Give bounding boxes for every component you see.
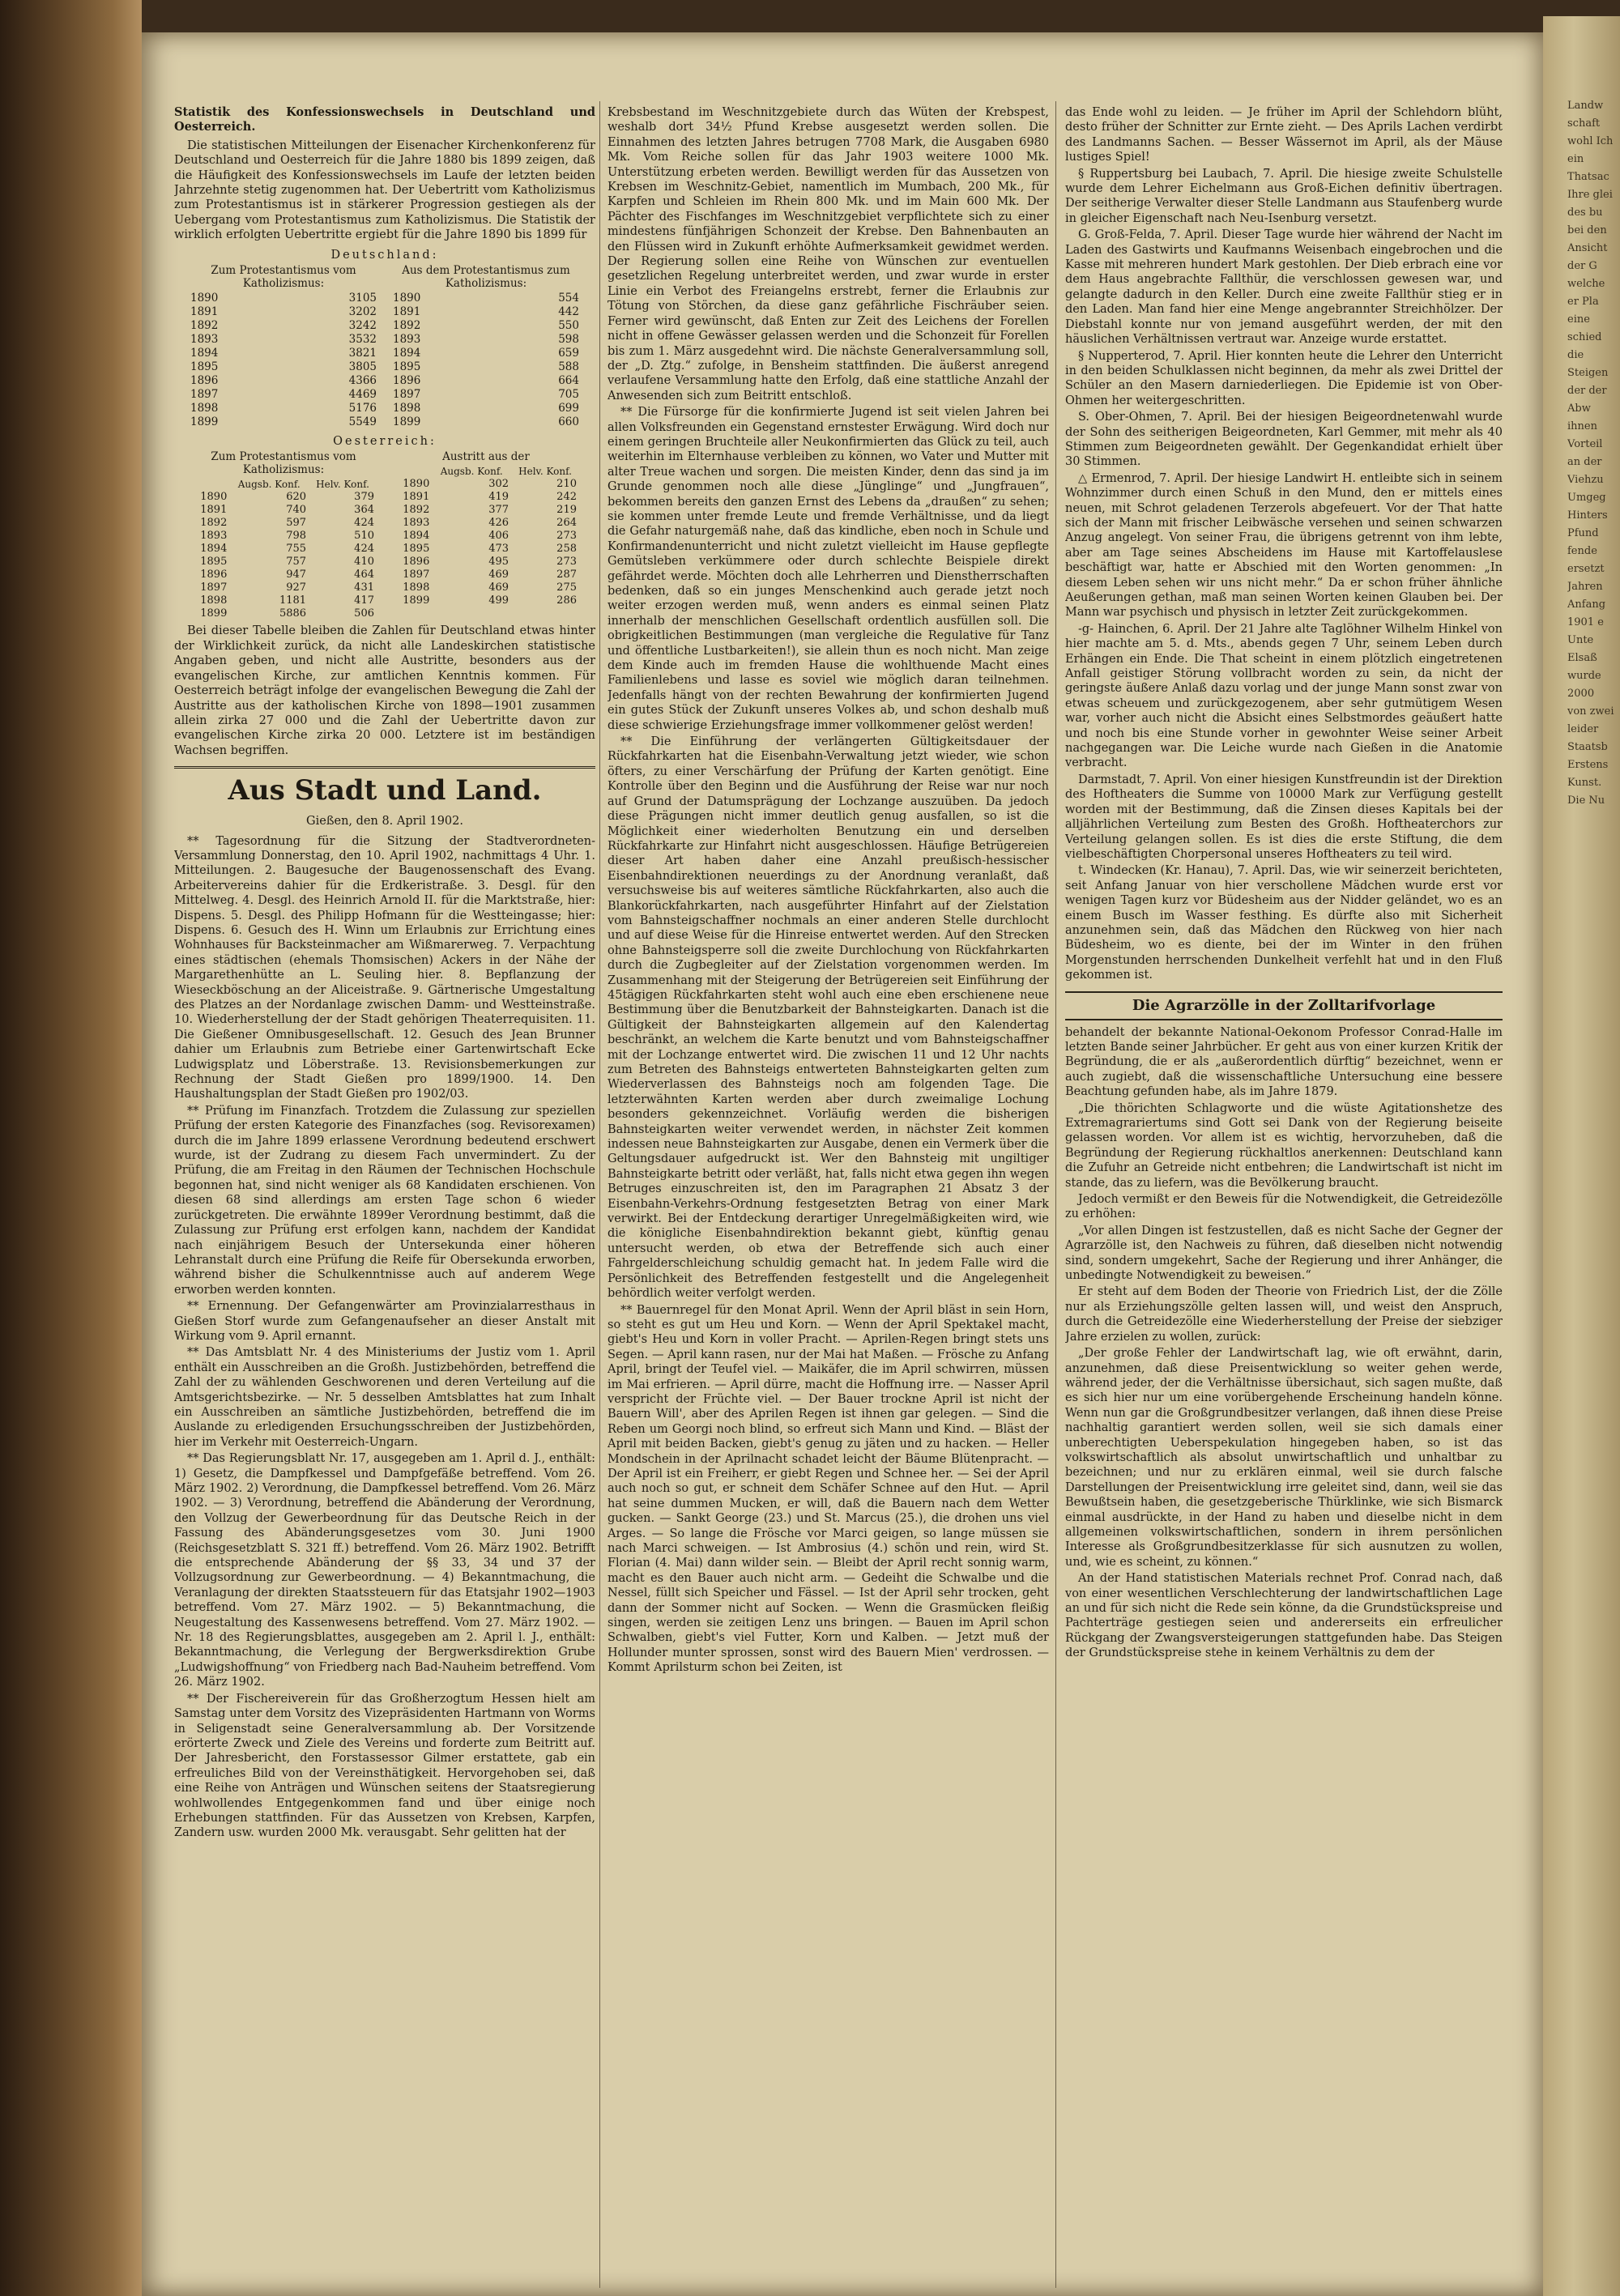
stats-row	[190, 594, 377, 607]
stats-value: 740	[286, 504, 307, 517]
stats-value: 3105	[348, 292, 377, 305]
stats-value: 286	[556, 594, 577, 607]
stats-year: 1899	[403, 594, 430, 607]
stats-value: 3242	[348, 319, 377, 333]
stats-row	[393, 347, 579, 360]
stats-value: 258	[556, 543, 577, 556]
column-1	[174, 105, 595, 2284]
stats-value: 659	[558, 347, 579, 360]
stats-value: 242	[556, 491, 577, 504]
stats-col-head: Helv. Konf.	[316, 479, 369, 491]
stats-table	[393, 465, 579, 607]
stats-row	[393, 504, 579, 517]
stats-year: 1897	[200, 581, 228, 594]
stats-year: 1891	[403, 491, 430, 504]
article-paragraph: § Ruppertsburg bei Laubach, 7. April. Die hiesige zweite Schulstelle wurde dem Lehrer Eichelmann aus Groß-Eichen definitiv übertragen. Der seitherige Verwalter dieser Stelle Landmann aus Staufenberg wurde in gleicher Eigenschaft nach Neu-Isenburg versetzt.	[1065, 167, 1503, 225]
article-paragraph: „Der große Fehler der Landwirtschaft lag, wie oft erwähnt, darin, anzunehmen, daß diese Preisentwicklung so weiter gehen werde, während jeder, der die Verhältnisse übersichaut, sich sagen mußte, daß es sich hier nur um eine vorübergehende Erscheinung handeln könne. Wenn nun gar die Großgrundbesitzer verlangen, daß ihnen diese Preise nachhaltig garantiert werden sollen, weil sie sich damals einer unberechtigten Ueberspekulation hingegeben haben, so ist das volkswirtschaftlich als absolut unwirtschaftlich und unhaltbar zu bezeichnen; und nur zu erklären einmal, weil sie durch falsche Darstellungen der Preisentwicklung irre geleitet sind, dann, weil sie das Bewußtsein haben, die gesetzgeberische Thürklinke, wie sich Bismarck einmal ausdrückte, in der Hand zu haben und dieselbe nicht in dem allgemeinen volkswirtschaftlichen, sondern in ihrem persönlichen Interesse als Großgrundbesitzerklasse für sich ausnutzen zu wollen, und, wie es scheint, zu können.“	[1065, 1347, 1503, 1569]
stats-year: 1892	[200, 517, 228, 530]
article-paragraph: ** Bauernregel für den Monat April. Wenn der April bläst in sein Horn, so steht es gut um Heu und Korn. — Wenn der April Spektakel macht, giebt's Heu und Korn in voller Pracht. — Aprilen-Regen bringt stets uns Segen. — April kann rasen, nur der Mai hat Maßen. — Frösche zu Anfang April, bringt der Teufel viel. — Maikäfer, die im April schwirren, müssen im Mai erfrieren. — April dürre, macht die Hoffnung irre. — Nasser April verspricht der Früchte viel. — Der Bauer trockne April ist nicht der Bauern Will', aber des Aprilen Regen ist ihnen gar gelegen. — Sind die Reben um Georgi noch blind, so erfreut sich Mann und Kind. — Bläst der April mit beiden Backen, giebt's genug zu jäten und zu hacken. — Heller Mondschein in der Aprilnacht schadet leicht der Bäume Blütenpracht. — Der April ist ein Freiherr, er giebt Regen und Schnee her. — Sei der April auch noch so gut, er schneit dem Schäfer Schnee auf den Hut. — April hat seine dummen Mucken, er will, daß die Bauern nach dem Wetter gucken. — Sankt George (23.) und St. Marcus (25.), die drohen uns viel Arges. — So lange die Frösche vor Marci geigen, so lange müssen sie nach Marci schweigen. — Ist Ambrosius (4.) schön und rein, wird St. Florian (4. Mai) dann wilder sein. — Bleibt der April recht sonnig warm, macht es den Bauer auch nicht arm. — Gedeiht die Schwalbe und die Nessel, füllt sich Speicher und Fässel. — Ist der April sehr trocken, geht dann der Sommer nicht auf Socken. — Wenn die Grasmücken fleißig singen, werden sie zeitigen Lenz uns bringen. — Bauen im April schon Schwalben, giebt's viel Futter, Korn und Kalben. — Jetzt muß der Hollunder munter sprossen, sonst wird des Bauern Mien' verdrossen. — Kommt Aprilsturm schon bei Zeiten, ist	[608, 1303, 1049, 1675]
stats-row	[190, 517, 377, 530]
stats-year: 1892	[393, 319, 421, 333]
stats-value: 947	[286, 569, 307, 581]
stats-row	[190, 305, 377, 319]
article-paragraph: Bei dieser Tabelle bleiben die Zahlen für Deutschland etwas hinter der Wirklichkeit zurück, da nicht alle Landeskirchen statistische Angaben geben, und nicht alle Austritte, besonders aus der evangelischen Kirche, zur amtlichen Kenntnis kommen. Für Oesterreich beträgt infolge der evangelischen Bewegung die Zahl der Austritte aus der katholischen Kirche von 1898—1901 zusammen allein zirka 27 000 und die Zahl der Uebertritte davon zur evangelischen Kirche zirka 20 000. Letztere ist im beständigen Wachsen begriffen.	[174, 624, 595, 757]
stats-list	[393, 292, 579, 429]
stats-row	[393, 530, 579, 543]
stats-value: 5886	[279, 607, 307, 620]
article-heading: Statistik des Konfessionswechsels in Deutschland und Oesterreich.	[174, 105, 595, 134]
stats-value: 210	[556, 478, 577, 491]
stats-year: 1895	[190, 360, 219, 374]
article-paragraph: Krebsbestand im Weschnitzgebiete durch das Wüten der Krebspest, weshalb dort 34½ Pfund Krebse ausgesetzt werden sollen. Die Einnahmen des letzten Jahres betrugen 7708 Mark, die Ausgaben 6980 Mk. Vom Reiche sollen für das Jahr 1903 weitere 1000 Mk. Unterstützung erbeten werden. Bewilligt werden für das Aussetzen von Krebsen im Weschnitz-Gebiet, namentlich im Mumbach, 200 Mk., für Karpfen und Schleien im Rhein 800 Mk. und im Main 600 Mk. Der Pächter des Fischfanges im Weschnitzgebiet verpflichtete sich zu einer mindestens fünfjährigen Schonzeit der Krebse. Den Bahnenbauten an den Flüssen wird in Zukunft erhöhte Aufmerksamkeit gewidmet werden. Der Regierung sollen eine Reihe von Wünschen zur eventuellen gesetzlichen Regelung unterbreitet werden, und zwar wurde in erster Linie ein Verbot des Freiangelns erstrebt, ferner die Erlaubnis zur Tötung von Störchen, da diese ganz gefährliche Fischräuber seien. Ferner wird gewünscht, daß Enten zur Zeit des Leichens der Forellen nicht in offene Gewässer gelassen werden und die Schonzeit für Forellen bis zum 1. März ausgedehnt wird. Die nächste Generalversammlung soll, der „D. Ztg.“ zufolge, in Bensheim stattfinden. Die äußerst anregend verlaufene Versammlung hatte den Erfolg, daß eine stattliche Anzahl der Anwesenden sich zum Beitritt entschloß.	[608, 106, 1049, 403]
stats-year: 1895	[200, 556, 228, 569]
stats-row	[393, 292, 579, 305]
stats-value: 364	[354, 504, 374, 517]
austria-to-protestant	[190, 450, 377, 620]
stats-row	[393, 374, 579, 388]
stats-value: 4366	[348, 374, 377, 388]
stats-value: 379	[354, 491, 374, 504]
stats-row	[190, 415, 377, 429]
article-paragraph: Jedoch vermißt er den Beweis für die Notwendigkeit, die Getreidezölle zu erhöhen:	[1065, 1193, 1503, 1221]
article-paragraph: -g- Hainchen, 6. April. Der 21 Jahre alte Taglöhner Wilhelm Hinkel von hier machte am 5. d. Mts., abends gegen 7 Uhr, seinem Leben durch Erhängen ein Ende. Die That scheint in einem plötzlich eingetretenen Anfall geistiger Störung vollbracht worden zu sein, da nicht der geringste äußere Anlaß dazu vorlag und der junge Mann sonst zwar von etwas scheuem und zurückgezogenem, aber sehr gutmütigem Wesen war, vorher auch nicht die Absicht eines Selbstmordes geäußert hatte und noch bis eine Stunde vorher in gewohnter Weise seiner Arbeit nachgegangen war. Die Leiche wurde nach Gießen in die Anatomie verbracht.	[1065, 622, 1503, 770]
stats-year: 1897	[393, 388, 421, 402]
stats-row	[393, 388, 579, 402]
stats-value: 5549	[348, 415, 377, 429]
article-paragraph: „Die thörichten Schlagworte und die wüste Agitationshetze des Extremagrariertums sind Gott sei Dank von der Regierung beiseite gelassen worden. Vor allem ist es wichtig, hervorzuheben, daß die Begründung der Regierung rückhaltlos anerkennen: Deutschland kann die Zufuhr an Getreide nicht entbehren; die Landwirtschaft ist nicht im stande, das zu liefern, was die Bevölkerung braucht.	[1065, 1101, 1503, 1190]
germany-to-catholic	[393, 264, 579, 429]
stats-row	[393, 569, 579, 581]
stats-value: 417	[354, 594, 374, 607]
article-paragraph: Die statistischen Mitteilungen der Eisenacher Kirchenkonferenz für Deutschland und Oesterreich für die Jahre 1880 bis 1899 zeigen, daß die Häufigkeit des Konfessionswechsels im Laufe der letzten beiden Jahrzehnte stetig zugenommen hat. Der Uebertritt vom Katholizismus zum Protestantismus ist in stärkerer Progression gestiegen als der Uebergang vom Protestantismus zum Katholizismus. Die Statistik der wirklich erfolgten Uebertritte ergiebt für die Jahre 1890 bis 1899 für	[174, 138, 595, 242]
stats-value: 419	[488, 491, 509, 504]
stats-year: 1896	[393, 374, 421, 388]
article-paragraph: S. Ober-Ohmen, 7. April. Bei der hiesigen Beigeordnetenwahl wurde der Sohn des seitherigen Beigeordneten, Karl Gemmer, mit mehr als 40 Stimmen zum Beigeordneten gewählt. Der Gegenkandidat erhielt über 30 Stimmen.	[1065, 411, 1503, 469]
stats-row	[393, 594, 579, 607]
article-paragraph: das Ende wohl zu leiden. — Je früher im April der Schlehdorn blüht, desto früher der Schnitter zur Ernte zieht. — Des Aprils Lachen verdirbt des Landmanns Sachen. — Besser Wässernot im April, als der Mäuse lustiges Spiel!	[1065, 106, 1503, 164]
stats-year: 1898	[403, 581, 430, 594]
stats-value: 273	[556, 556, 577, 569]
stats-year: 1890	[393, 292, 421, 305]
article-paragraph: ** Prüfung im Finanzfach. Trotzdem die Zulassung zur speziellen Prüfung der ersten Kategorie des Finanzfaches (sog. Revisorexamen) durch die im Jahre 1899 erlassene Verordnung bedeutend erschwert wurde, ist der Zudrang zu diesem Fach unvermindert. Zu der Prüfung, die am Freitag in den Räumen der Technischen Hochschule begonnen hat, sind nicht weniger als 68 Kandidaten erschienen. Von diesen 68 sind allerdings am ersten Tage schon 6 wieder zurückgetreten. Die erwähnte 1899er Verordnung bestimmt, daß die Zulassung zur Prüfung erst erfolgen kann, nachdem der Kandidat nach einjährigem Besuch der Untersekunda einer höheren Lehranstalt durch eine Prüfung die Reife für Obersekunda erworben, während bisher die Schulkenntnisse auch auf anderem Wege erworben werden konnten.	[174, 1104, 595, 1297]
column-rule	[1055, 101, 1056, 2288]
article-paragraph: Darmstadt, 7. April. Von einer hiesigen Kunstfreundin ist der Direktion des Hoftheaters die Summe von 10000 Mark zur Verfügung gestellt worden mit der Bestimmung, daß die Zinsen dieses Kapitals bei der alljährlichen Verteilung zum Besten des Großh. Hoftheaterchors zur Verteilung gelangen sollen. Es ist dies die erste Stiftung, die dem vielbeschäftigten Chorpersonal unseres Hoftheaters zu teil wird.	[1065, 773, 1503, 861]
stats-year: 1896	[403, 556, 430, 569]
stats-value: 273	[556, 530, 577, 543]
stats-year: 1898	[190, 402, 219, 415]
stats-row	[190, 491, 377, 504]
stats-year: 1896	[190, 374, 219, 388]
stats-subheading: Zum Protestantismus vom Katholizismus:	[211, 450, 356, 477]
stats-subheading: Aus dem Protestantismus zum Katholizismus:	[402, 264, 570, 291]
stats-value: 499	[488, 594, 509, 607]
stats-value: 620	[286, 491, 307, 504]
adjacent-page-text: Landw schaft wohl Ich ein Thatsac Ihre glei des bu bei den Ansicht der G welche er Pla eine schied die Steigen der der Abw ihnen Vorteil an der Viehzu Umgeg Hinters Pfund fende ersetzt Jahren Anfang 1901 e Unte Elsaß wurde 2000 von zwei leider Staatsb Erstens Kunst. Die Nu	[1567, 100, 1614, 807]
article-paragraph: ** Tagesordnung für die Sitzung der Stadtverordneten-Versammlung Donnerstag, den 10. April 1902, nachmittags 4 Uhr. 1. Mitteilungen. 2. Baugesuche der Baugenossenschaft des Evang. Arbeitervereins dahier für die Erdkeristraße. 3. Desgl. für den Mittelweg. 4. Desgl. des Heinrich Arnold II. für die Marktstraße, hier: Dispens. 5. Desgl. des Philipp Hofmann für die Westteingasse; hier: Dispens. 6. Gesuch des H. Winn um Erlaubnis zur Errichtung eines Wohnhauses für Backsteinmacher am Wißmarerweg. 7. Verpachtung eines städtischen (ehemals Thomsischen) Ackers in der Nähe der Margarethenhütte an L. Seuling hier. 8. Bepflanzung der Wieseckböschung an der Aliceistraße. 9. Gärtnerische Umgestaltung des Platzes an der Nordanlage zwischen Damm- und Westteinstraße. 10. Wiederherstellung der der Stadt gehörigen Theaterrequisiten. 11. Die Gießener Omnibusgesellschaft. 12. Gesuch des Jean Brunner dahier um Erlaubnis zum Betriebe einer Gartenwirtschaft Ecke Ludwigsplatz und Löberstraße. 13. Revisionsbemerkungen zur Rechnung der Stadt Gießen pro 1899/1900. 14. Den Haushaltungsplan der Stadt Gießen pro 1902/03.	[174, 834, 595, 1101]
stats-year: 1898	[200, 594, 228, 607]
stats-value: 757	[286, 556, 307, 569]
stats-value: 442	[558, 305, 579, 319]
stats-table	[190, 478, 377, 620]
stats-value: 3821	[348, 347, 377, 360]
stats-value: 3532	[348, 333, 377, 347]
stats-region-title: Oesterreich:	[333, 435, 437, 449]
stats-row	[190, 530, 377, 543]
stats-row	[393, 360, 579, 374]
article-paragraph: ** Die Einführung der verlängerten Gültigkeitsdauer der Rückfahrkarten hat die Eisenbahn-Verwaltung jetzt wieder, wie schon öfters, zu einer Verschärfung der Prüfung der Karten genötigt. Eine Kontrolle über den Beginn und die Ausführung der Reise war nur noch auf Grund der Datumsprägung der Lochzange auszuüben. Da jedoch diese Prägungen nicht immer deutlich genug ausfallen, so ist die Möglichkeit einer wiederholten Benutzung ein und derselben Rückfahrkarte zur Hinfahrt nicht ausgeschlossen. Häufige Betrügereien dieser Art haben daher eine Anzahl preußisch-hessischer Eisenbahndirektionen neuerdings zu der Anordnung veranlaßt, daß versuchsweise bis auf weiteres sämtliche Rückfahrkarten, also auch die Blankorückfahrkarten, nach ausgeführter Hinfahrt auf der Zielstation vom Bahnsteigschaffner nochmals an einer anderen Stelle durchlocht und auf diese Weise für die Hinreise entwertet werden. Auf den Strecken ohne Bahnsteigsperre soll die zweite Durchlochung von Rückfahrkarten durch die Zugbegleiter auf der Zielstation vorgenommen werden. Im Zusammenhang mit der Steigerung der Betrügereien seit Einführung der 45tägigen Rückfahrkarten steht wohl auch eine eben erschienene neue Bestimmung über die Benutzbarkeit der Bahnsteigkarten. Danach ist die Gültigkeit der Bahnsteigkarten allgemein auf den Kalendertag beschränkt, an welchem die Karte benutzt und vom Bahnsteigschaffner mit der Lochzange entwertet wird. Die zwischen 11 und 12 Uhr nachts zum Betreten des Bahnsteigs entwerteten Bahnsteigkarten gelten zum Wiederverlassen des Bahnsteigs noch am folgenden Tage. Die letzterwähnten Karten werden aber durch zweimalige Lochung besonders gekennzeichnet. Vorläufig werden die bisherigen Bahnsteigkarten weiter verwendet werden, in nächster Zeit kommen indessen neue Bahnsteigkarten zur Ausgabe, denen ein Vermerk über die Geltungsdauer aufgedruckt ist. Wer den Bahnsteig mit ungiltiger Bahnsteigkarte betritt oder verläßt, hat, falls nicht etwa gegen ihn wegen Betruges einzuschreiten ist, den im Paragraphen 21 Absatz 3 der Eisenbahn-Verkehrs-Ordnung festgesetzten Betrag von einer Mark verwirkt. Bei der Entdeckung derartiger Unregelmäßigkeiten wird, wie die königliche Eisenbahndirektion bekannt giebt, künftig genau untersucht werden, ob etwa der Betreffende sich auch einer Fahrgelderschleichung schuldig gemacht hat. In jedem Falle wird die Persönlichkeit des Betreffenden festgestellt und die Angelegenheit behördlich weiter verfolgt werden.	[608, 735, 1049, 1301]
stats-row	[393, 319, 579, 333]
stats-subheading: Zum Protestantismus vom Katholizismus:	[211, 264, 356, 291]
stats-year: 1899	[393, 415, 421, 429]
stats-row	[393, 415, 579, 429]
stats-value: 705	[558, 388, 579, 402]
stats-year: 1893	[403, 517, 430, 530]
stats-row	[190, 347, 377, 360]
stats-col-head: Augsb. Konf.	[237, 479, 301, 491]
stats-value: 510	[354, 530, 374, 543]
stats-row	[190, 402, 377, 415]
stats-row	[190, 374, 377, 388]
stats-row	[190, 556, 377, 569]
stats-year: 1895	[393, 360, 421, 374]
stats-year: 1894	[393, 347, 421, 360]
stats-year: 1890	[403, 478, 430, 491]
stats-value: 464	[354, 569, 374, 581]
article-paragraph: § Nupperterod, 7. April. Hier konnten heute die Lehrer den Unterricht in den beiden Schulklassen nicht beginnen, da mehr als zwei Drittel der Schüler an den Masern darniederliegen. Die Epidemie ist von Ober-Ohmen her weitergeschritten.	[1065, 349, 1503, 407]
stats-row	[190, 292, 377, 305]
stats-value: 424	[354, 543, 374, 556]
stats-row	[393, 581, 579, 594]
stats-year: 1899	[190, 415, 219, 429]
stats-value: 598	[558, 333, 579, 347]
stats-value: 495	[488, 556, 509, 569]
stats-value: 554	[558, 292, 579, 305]
germany-stats	[174, 264, 595, 429]
stats-year: 1892	[403, 504, 430, 517]
stats-year: 1895	[403, 543, 430, 556]
stats-list	[190, 292, 377, 429]
stats-value: 431	[354, 581, 374, 594]
stats-year: 1899	[200, 607, 228, 620]
stats-row	[190, 569, 377, 581]
stats-value: 660	[558, 415, 579, 429]
article-paragraph: G. Groß-Felda, 7. April. Dieser Tage wurde hier während der Nacht im Laden des Gastwirts und Kaufmanns Weisenbach eingebrochen und die Kasse mit mehreren hundert Mark gestohlen. Der Dieb erbrach eine vor dem Haus angebrachte Fallthür, die verschlossen gewesen war, und gelangte dadurch in den Keller. Durch eine zweite Fallthür stieg er in den Laden. Man fand hier eine Menge angebrannter Streichhölzer. Der Diebstahl konnte nur von jemand ausgeführt werden, der mit den häuslichen Verhältnissen vertraut war. Anzeige wurde erstattet.	[1065, 228, 1503, 347]
stats-value: 473	[488, 543, 509, 556]
stats-value: 219	[556, 504, 577, 517]
stats-value: 287	[556, 569, 577, 581]
stats-row	[190, 319, 377, 333]
stats-value: 4469	[348, 388, 377, 402]
stats-value: 1181	[279, 594, 307, 607]
stats-row	[393, 333, 579, 347]
stats-col-head: Helv. Konf.	[518, 466, 572, 478]
stats-value: 275	[556, 581, 577, 594]
stats-value: 410	[354, 556, 374, 569]
stats-year: 1893	[190, 333, 219, 347]
section-title: Aus Stadt und Land.	[174, 766, 595, 807]
dateline: Gießen, den 8. April 1902.	[306, 815, 463, 829]
stats-year: 1898	[393, 402, 421, 415]
article-paragraph: An der Hand statistischen Materials rechnet Prof. Conrad nach, daß von einer wesentlichen Verschlechterung der landwirtschaftlichen Lage an und für sich nicht die Rede sein könne, da die Grundstückspreise und Pachterträge gestiegen seien und andererseits ein erfreulicher Rückgang der Zwangsversteigerungen stattgefunden habe. Das Steigen der Grundstückspreise stehe in keinem Verhältnis zu dem der	[1065, 1572, 1503, 1660]
stats-value: 588	[558, 360, 579, 374]
austria-exits	[393, 450, 579, 620]
stats-year: 1896	[200, 569, 228, 581]
stats-row	[393, 556, 579, 569]
stats-year: 1893	[200, 530, 228, 543]
stats-value: 3202	[348, 305, 377, 319]
stats-row	[393, 517, 579, 530]
stats-year: 1891	[200, 504, 228, 517]
stats-year: 1891	[393, 305, 421, 319]
stats-year: 1894	[190, 347, 219, 360]
stats-value: 264	[556, 517, 577, 530]
stats-row	[190, 607, 377, 620]
stats-row	[190, 360, 377, 374]
stats-region-title: Deutschland:	[330, 248, 439, 262]
stats-row	[190, 581, 377, 594]
stats-value: 798	[286, 530, 307, 543]
stats-value: 755	[286, 543, 307, 556]
stats-year: 1897	[403, 569, 430, 581]
stats-row	[393, 402, 579, 415]
article-paragraph: ** Der Fischereiverein für das Großherzogtum Hessen hielt am Samstag unter dem Vorsitz des Vizepräsidenten Hartmann von Worms in Seligenstadt seine Generalversammlung ab. Der Vorsitzende erörterte Zweck und Ziele des Vereins und forderte zum Beitritt auf. Der Jahresbericht, den Forstassessor Gilmer erstattete, gab ein erfreuliches Bild von der Vereinsthätigkeit. Hervorgehoben sei, daß eine Reihe von Anträgen und Wünschen seitens der Staatsregierung wohlwollendes Entgegenkommen fand und über einige noch Erhebungen stattfinden. Für das Aussetzen von Krebsen, Karpfen, Zandern usw. wurden 2000 Mk. verausgabt. Sehr gelitten hat der	[174, 1692, 595, 1840]
stats-value: 406	[488, 530, 509, 543]
stats-value: 377	[488, 504, 509, 517]
stats-value: 424	[354, 517, 374, 530]
article-paragraph: t. Windecken (Kr. Hanau), 7. April. Das, wie wir seinerzeit berichteten, seit Anfang Januar von hier verschollene Mädchen wurde erst vor wenigen Tagen kurz vor Büdesheim aus der Nidder geländet, wo es an einem Busch im Wasser festhing. Es dürfte also mit Sicherheit anzunehmen sein, daß das Mädchen den Rückweg von hier nach Büdesheim, wo es diente, bei der im Winter in den frühen Morgenstunden herrschenden Dunkelheit verfehlt hat und in den Fluß gekommen ist.	[1065, 864, 1503, 982]
stats-value: 469	[488, 569, 509, 581]
boxed-article-title: Die Agrarzölle in der Zolltarifvorlage	[1065, 991, 1503, 1020]
stats-value: 927	[286, 581, 307, 594]
stats-subheading: Austritt aus der	[442, 450, 530, 464]
stats-value: 302	[488, 478, 509, 491]
stats-year: 1893	[393, 333, 421, 347]
stats-row	[393, 491, 579, 504]
stats-row	[393, 305, 579, 319]
stats-year: 1892	[190, 319, 219, 333]
stats-row	[190, 504, 377, 517]
stats-value: 597	[286, 517, 307, 530]
stats-value: 426	[488, 517, 509, 530]
stats-value: 550	[558, 319, 579, 333]
column-2	[608, 105, 1049, 2284]
stats-value: 506	[354, 607, 374, 620]
stats-col-head: Augsb. Konf.	[440, 466, 503, 478]
stats-row	[190, 333, 377, 347]
article-paragraph: ** Die Fürsorge für die konfirmierte Jugend ist seit vielen Jahren bei allen Volksfreunden ein Gegenstand ernstester Erwägung. Wird doch nur einem geringen Bruchteile aller Neukonfirmierten das Glück zu teil, auch weiterhin im Elternhause verbleiben zu können, wo Vater und Mutter mit alter Treue wachen und sorgen. Die meisten Kinder, denn das sind ja im Grunde genommen noch alle diese „Jünglinge“ und „Jungfrauen“, bekommen bereits den ganzen Ernst des Lebens da „draußen“ zu sehen; sie kommen unter fremde Leute und fremde Verhältnisse, und da liegt die Gefahr naturgemäß nahe, daß das kindliche, eben noch in Schule und Konfirmandenunterricht und nicht zuletzt vielleicht im Hause gepflegte Gemütsleben verkümmere oder durch schlechte Beispiele direkt gefährdet werde. Möchten doch alle Lehrherren und Dienstherrschaften bedenken, daß so ein junges Menschenkind auch gerade jetzt noch weiter erzogen werden muß, wenn anders es einmal seinen Platz innerhalb der menschlichen Gesellschaft ordentlich ausfüllen soll. Die obrigkeitlichen Bestimmungen (man vergleiche die Regulative für Tanz und öffentliche Lustbarkeiten!), sie allein thun es noch nicht. Man zeige dem Kinde auch im fremden Hause die wohlthuende Macht eines Familienlebens und lasse es soviel wie möglich daran teilnehmen. Jedenfalls hängt von der rechten Bewahrung der konfirmierten Jugend ein gutes Stück der Zukunft unseres Volkes ab, und schon deshalb muß diese schwierige Erziehungsfrage immer vollkommener gelöst werden!	[608, 406, 1049, 732]
germany-to-protestant	[190, 264, 377, 429]
austria-stats	[174, 450, 595, 620]
stats-row	[190, 543, 377, 556]
article-paragraph: Er steht auf dem Boden der Theorie von Friedrich List, der die Zölle nur als Erziehungszölle gelten lassen will, und weist den Anspruch, durch die Getreidezölle eine Wiederherstellung der Preise der siebziger Jahre erzielen zu wollen, zurück:	[1065, 1285, 1503, 1344]
stats-row	[190, 388, 377, 402]
article-paragraph: behandelt der bekannte National-Oekonom Professor Conrad-Halle im letzten Bande seiner Jahrbücher. Er geht aus von einer kurzen Kritik der Begründung, die er als „außerordentlich dürftig“ bezeichnet, wenn er auch zugiebt, daß die wissenschaftliche Untersuchung eine bessere Beachtung gefunden habe, als im Jahre 1879.	[1065, 1025, 1503, 1099]
book-binding-shadow	[0, 0, 142, 2296]
stats-value: 469	[488, 581, 509, 594]
stats-value: 664	[558, 374, 579, 388]
article-paragraph: ** Das Regierungsblatt Nr. 17, ausgegeben am 1. April d. J., enthält: 1) Gesetz, die Dampfkessel und Dampfgefäße betreffend. Vom 26. März 1902. 2) Verordnung, die Dampfkessel betreffend. Vom 26. März 1902. — 3) Verordnung, betreffend die Abänderung der Verordnung, den Vollzug der Gewerbeordnung für das Deutsche Reich in der Fassung des Abänderungsgesetzes vom 30. Juni 1900 (Reichsgesetzblatt S. 321 ff.) betreffend. Vom 26. März 1902. Betrifft die entsprechende Abänderung der §§ 33, 34 und 37 der Vollzugsordnung zur Gewerbeordnung. — 4) Bekanntmachung, die Veranlagung der direkten Staatssteuern für das Etatsjahr 1902—1903 betreffend. Vom 27. März 1902. — 5) Bekanntmachung, die Neugestaltung des Kassenwesens betreffend. Vom 27. März 1902. — Nr. 18 des Regierungsblattes, ausgegeben am 2. April l. J., enthält: Bekanntmachung, die Verlegung der Bergwerksdirektion Grube „Ludwigshoffnung“ von Friedberg nach Bad-Nauheim betreffend. Vom 26. März 1902.	[174, 1452, 595, 1689]
stats-row	[393, 543, 579, 556]
stats-value: 5176	[348, 402, 377, 415]
article-paragraph: △ Ermenrod, 7. April. Der hiesige Landwirt H. entleibte sich in seinem Wohnzimmer durch einen Schuß in den Mund, den er mittels eines neuen, mit Schrot geladenen Terzerols abgefeuert. Vor der That hatte sich der Mann mit frischer Leibwäsche versehen und seinen schwarzen Anzug angelegt. Von seiner Frau, die übrigens getrennt von ihm lebte, aber am Tage seines Abscheidens im Hause mit Kartoffelauslese beschäftigt war, hatte er Abschied mit den Worten genommen: „In diesem Leben sehen wir uns nicht mehr.“ Da er schon früher ähnliche Aeußerungen gethan, maß man seinen Worten keinen Glauben bei. Der Mann war psychisch und physisch in letzter Zeit zurückgekommen.	[1065, 471, 1503, 620]
stats-year: 1897	[190, 388, 219, 402]
stats-row	[393, 478, 579, 491]
stats-year: 1894	[403, 530, 430, 543]
article-paragraph: ** Das Amtsblatt Nr. 4 des Ministeriums der Justiz vom 1. April enthält ein Ausschreiben an die Großh. Justizbehörden, betreffend die Zahl der zu wählenden Geschworenen und deren Verteilung auf die Amtsgerichtsbezirke. — Nr. 5 desselben Amtsblattes hat zum Inhalt ein Ausschreiben an sämtliche Justizbehörden, betreffend die im Auslande zu erledigenden Ersuchungsschreiben der Justizbehörden, hier im Verkehr mit Oesterreich-Ungarn.	[174, 1346, 595, 1449]
column-3	[1065, 105, 1503, 2284]
stats-year: 1890	[200, 491, 228, 504]
stats-value: 3805	[348, 360, 377, 374]
stats-value: 699	[558, 402, 579, 415]
stats-year: 1890	[190, 292, 219, 305]
article-paragraph: ** Ernennung. Der Gefangenwärter am Provinzialarresthaus in Gießen Storf wurde zum Gefangenaufseher an dieser Anstalt mit Wirkung vom 9. April ernannt.	[174, 1300, 595, 1343]
stats-year: 1894	[200, 543, 228, 556]
newspaper-page	[142, 32, 1543, 2296]
stats-year: 1891	[190, 305, 219, 319]
column-rule	[599, 101, 600, 2288]
article-paragraph: „Vor allen Dingen ist festzustellen, daß es nicht Sache der Gegner der Agrarzölle ist, den Nachweis zu führen, daß dieselben nicht notwendig sind, sondern umgekehrt, Sache der Regierung und ihrer Anhänger, die unbedingte Notwendigkeit zu beweisen.“	[1065, 1224, 1503, 1283]
